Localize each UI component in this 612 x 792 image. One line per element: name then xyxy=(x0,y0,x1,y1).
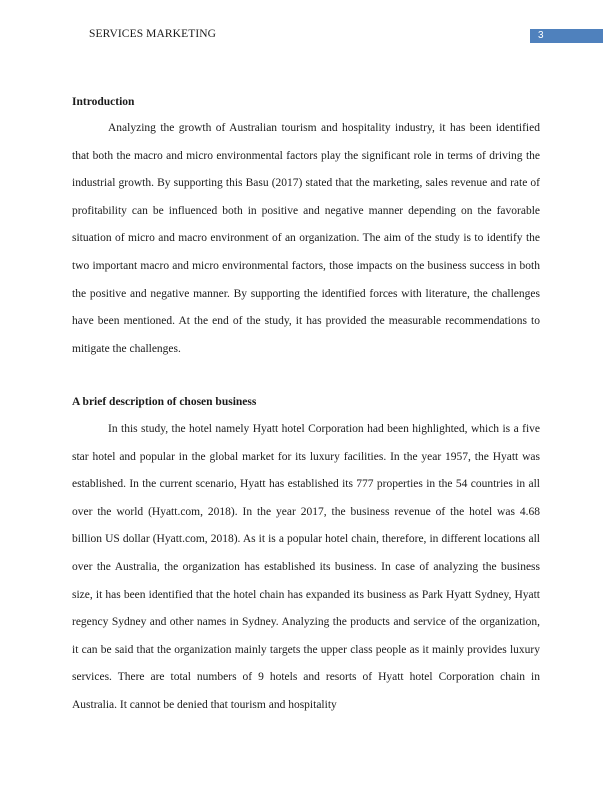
section-heading-introduction: Introduction xyxy=(72,96,135,108)
section-heading-business-description: A brief description of chosen business xyxy=(72,396,257,408)
business-description-paragraph: In this study, the hotel namely Hyatt hotel Corporation had been highlighted, which is a five star hotel and popular in the global market for its luxury facilities. In the year 1957, the Hyatt was established. In the current scenario, Hyatt has established its 777 properties in the 54 countries in all over the world (Hyatt.com, 2018). In the year 2017, the business revenue of the hotel was 4.68 billion US dollar (Hyatt.com, 2018). As it is a popular hotel chain, therefore, in different locations all over the Australia, the organization has established its business. In case of analyzing the business size, it has been identified that the hotel chain has expanded its business as Park Hyatt Sydney, Hyatt regency Sydney and other names in Sydney. Analyzing the products and service of the organization, it can be said that the organization mainly targets the upper class people as it mainly provides luxury services. There are total numbers of 9 hotels and resorts of Hyatt hotel Corporation chain in Australia. It cannot be denied that tourism and hospitality xyxy=(72,423,540,711)
running-head-title: SERVICES MARKETING xyxy=(89,28,217,40)
page-number-badge: 3 xyxy=(530,29,603,43)
introduction-paragraph: Analyzing the growth of Australian tourism and hospitality industry, it has been identified that both the macro and micro environmental factors play the significant role in terms of driving the industrial growth. By supporting this Basu (2017) stated that the marketing, sales revenue and rate of profitability can be influenced both in positive and negative manner depending on the favorable situation of micro and macro environment of an organization. The aim of the study is to identify the two important macro and micro environmental factors, those impacts on the business success in both the positive and negative manner. By supporting the identified forces with literature, the challenges have been mentioned. At the end of the study, it has provided the measurable recommendations to mitigate the challenges. xyxy=(72,122,540,355)
